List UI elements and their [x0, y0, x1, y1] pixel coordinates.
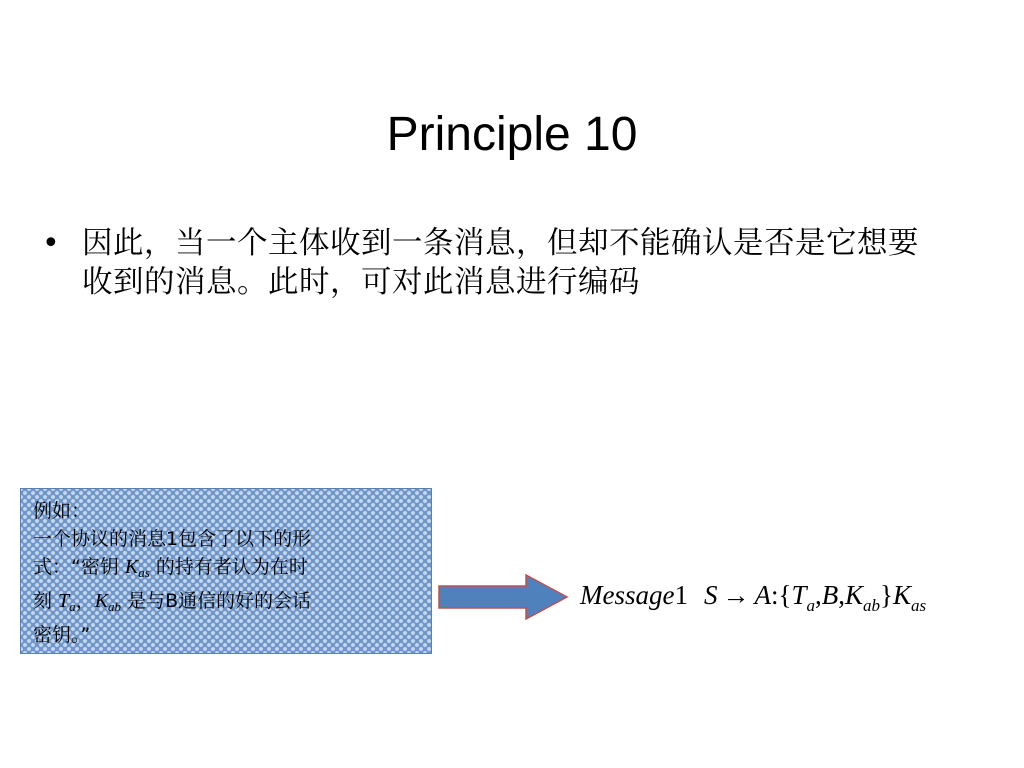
formula-colon: :	[770, 580, 779, 610]
example-line-1: 例如：	[33, 500, 91, 522]
key-subscript-as: as	[138, 565, 150, 580]
formula-sender: S	[703, 580, 718, 610]
example-line-4-text-b: ，	[75, 590, 95, 612]
session-key-subscript-ab: ab	[108, 599, 122, 614]
formula-arrow: →	[722, 580, 750, 610]
formula-comma-2: ,	[838, 580, 845, 610]
formula-timestamp-subscript: a	[806, 596, 815, 615]
example-line-4-text-a: 刻	[33, 590, 59, 612]
right-arrow-icon	[438, 573, 570, 621]
time-symbol-t: T	[58, 590, 70, 612]
example-line-4-text-c: 是与B通信的好的会话	[121, 590, 312, 612]
example-line-3-text-b: 的持有者认为在时	[149, 556, 308, 578]
example-text	[33, 497, 425, 649]
session-key-symbol-k: K	[94, 590, 109, 612]
formula-receiver: A	[754, 580, 771, 610]
example-line-3-text-a: 式：“密钥	[33, 556, 125, 578]
example-line-2: 一个协议的消息1包含了以下的形	[33, 528, 312, 550]
formula-session-key-subscript: ab	[863, 596, 881, 615]
right-arrow-shape	[439, 575, 567, 619]
formula-encryption-key: K	[892, 580, 911, 610]
formula-open-brace: {	[778, 580, 792, 610]
example-line-3	[33, 553, 425, 587]
example-line-4	[33, 587, 425, 621]
formula-close-brace: }	[880, 580, 893, 610]
bullet-marker: •	[42, 226, 60, 261]
formula-encryption-key-subscript: as	[911, 596, 927, 615]
formula-message-label: Message	[580, 580, 675, 610]
time-subscript-a: a	[69, 599, 76, 614]
formula-timestamp: T	[791, 580, 807, 610]
formula-principal-b: B	[821, 580, 839, 610]
example-line-5: 密钥。”	[33, 624, 91, 646]
formula-comma-1: ,	[815, 580, 822, 610]
formula-session-key: K	[845, 580, 864, 610]
key-symbol-k: K	[124, 556, 139, 578]
slide-title: Principle 10	[386, 108, 638, 161]
example-callout-box	[20, 488, 432, 654]
bullet-text: 因此，当一个主体收到一条消息，但却不能确认是否是它想要收到的消息。此时，可对此消息进行编码	[82, 226, 919, 300]
formula-message-number: 1	[674, 580, 688, 610]
message-formula	[580, 575, 1010, 615]
